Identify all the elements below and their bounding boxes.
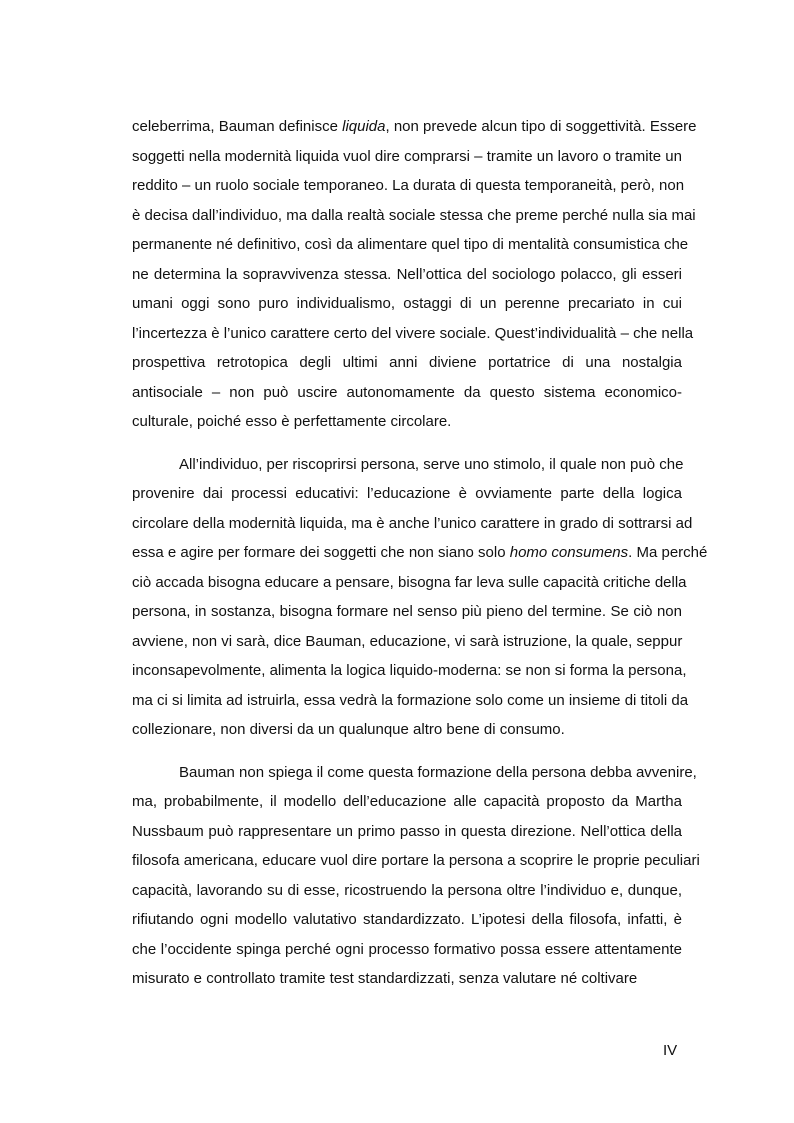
- text-span: umani oggi sono puro individualismo, ostaggi di un perenne precariato in cui: [132, 295, 682, 312]
- text-span: Nussbaum può rappresentare un primo passo in questa direzione. Nell’ottica della: [132, 822, 682, 840]
- text-line: [132, 905, 682, 935]
- text-line: [132, 876, 682, 906]
- text-line: [132, 479, 682, 509]
- text-span: rifiutando ogni modello valutativo standardizzato. L’ipotesi della filosofa, infatti, è: [132, 911, 682, 928]
- text-line: [132, 171, 685, 201]
- text-span: circolare della modernità liquida, ma è anche l’unico carattere in grado di sottrarsi ad: [132, 514, 693, 532]
- text-line: [132, 509, 693, 539]
- text-line: [132, 817, 682, 847]
- text-line: [132, 787, 682, 817]
- body-text: [132, 112, 708, 994]
- text-line: [132, 846, 700, 876]
- text-span: , non prevede alcun tipo di soggettività. Essere: [385, 118, 697, 135]
- text-span: Bauman non spiega il come questa formazione della persona debba avvenire,: [179, 763, 697, 781]
- text-line: [132, 656, 687, 686]
- text-span: All’individuo, per riscoprirsi persona, serve uno stimolo, il quale non può che: [179, 455, 684, 473]
- paragraph: [132, 450, 708, 745]
- text-span: soggetti nella modernità liquida vuol dire comprarsi – tramite un lavoro o tramite un: [132, 147, 682, 165]
- text-span: ne determina la sopravvivenza stessa. Nell’ottica del sociologo polacco, gli esseri: [132, 265, 682, 283]
- text-line: [132, 758, 697, 788]
- text-span: ma ci si limita ad istruirla, essa vedrà la formazione solo come un insieme di titoli da: [132, 691, 689, 709]
- text-line: [132, 260, 682, 290]
- text-span: l’incertezza è l’unico carattere certo del vivere sociale. Quest’individualità – che nella: [132, 324, 694, 342]
- text-line: [132, 568, 687, 598]
- text-line: [132, 230, 689, 260]
- paragraph: [132, 112, 697, 437]
- text-span: reddito – un ruolo sociale temporaneo. La durata di questa temporaneità, però, non: [132, 177, 685, 194]
- text-span: ciò accada bisogna educare a pensare, bisogna far leva sulle capacità critiche della: [132, 573, 687, 591]
- text-span: ma, probabilmente, il modello dell’educazione alle capacità proposto da Martha: [132, 793, 682, 810]
- text-span: . Ma perché: [628, 544, 708, 561]
- text-span: celeberrima, Bauman definisce: [132, 118, 343, 135]
- italic-text: liquida: [342, 118, 386, 135]
- page-number: IV: [663, 1042, 678, 1059]
- text-line: [132, 964, 682, 994]
- text-line: [132, 289, 682, 319]
- text-span: permanente né definitivo, così da alimentare quel tipo di mentalità consumistica che: [132, 236, 689, 253]
- text-span: avviene, non vi sarà, dice Bauman, educazione, vi sarà istruzione, la quale, seppur: [132, 632, 683, 650]
- text-line: [132, 201, 696, 231]
- text-line: [132, 627, 682, 657]
- text-span: capacità, lavorando su di esse, ricostruendo la persona oltre l’individuo e, dunque,: [132, 881, 682, 899]
- text-line: [132, 686, 689, 716]
- paragraph: [132, 758, 700, 994]
- text-span: antisociale – non può uscire autonomamente da questo sistema economico-: [132, 383, 682, 401]
- text-span: misurato e controllato tramite test standardizzati, senza valutare né coltivare: [132, 970, 638, 987]
- text-line: [132, 538, 708, 568]
- text-line: [132, 715, 682, 745]
- text-span: culturale, poiché esso è perfettamente circolare.: [132, 413, 452, 430]
- text-line: [132, 319, 694, 349]
- text-span: persona, in sostanza, bisogna formare nel senso più pieno del termine. Se ciò non: [132, 603, 682, 620]
- paragraph-gap: [132, 745, 682, 758]
- text-span: che l’occidente spinga perché ogni processo formativo possa essere attentamente: [132, 940, 682, 958]
- text-line: [132, 348, 682, 378]
- text-span: è decisa dall’individuo, ma dalla realtà sociale stessa che preme perché nulla sia mai: [132, 206, 696, 224]
- text-line: [132, 597, 682, 627]
- text-span: filosofa americana, educare vuol dire portare la persona a scoprire le proprie peculiari: [132, 852, 700, 869]
- text-span: provenire dai processi educativi: l’educazione è ovviamente parte della logica: [132, 485, 682, 502]
- text-line: [132, 378, 682, 408]
- text-line: [132, 142, 682, 172]
- text-line: [132, 935, 682, 965]
- text-line: [132, 112, 697, 142]
- text-span: collezionare, non diversi da un qualunque altro bene di consumo.: [132, 721, 565, 738]
- text-span: essa e agire per formare dei soggetti che non siano solo: [132, 544, 510, 561]
- paragraph-gap: [132, 437, 682, 450]
- text-line: [132, 450, 682, 480]
- italic-text: homo consumens: [509, 544, 629, 561]
- text-span: prospettiva retrotopica degli ultimi anni diviene portatrice di una nostalgia: [132, 354, 682, 371]
- text-line: [132, 407, 682, 437]
- text-span: inconsapevolmente, alimenta la logica liquido-moderna: se non si forma la persona,: [132, 662, 687, 679]
